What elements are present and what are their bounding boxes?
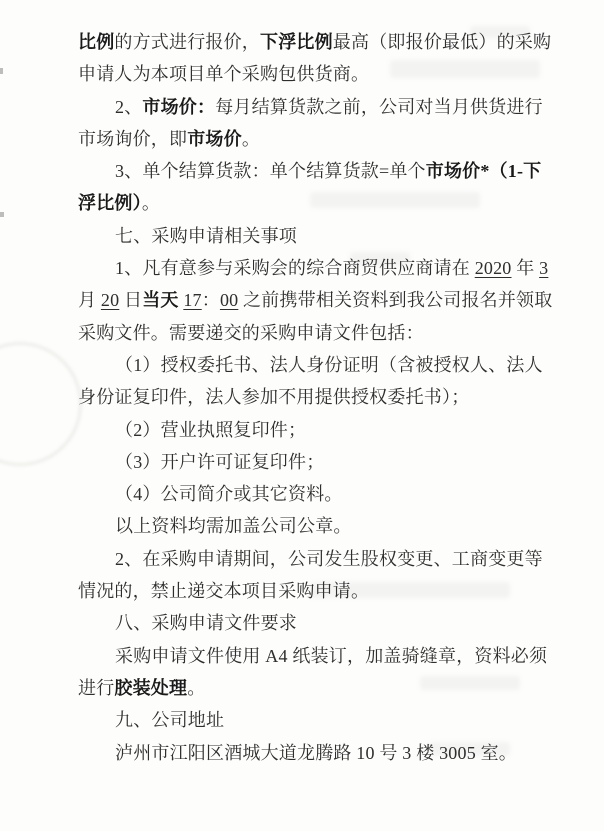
- text-line: [78, 187, 546, 219]
- text-run: 2、: [115, 96, 143, 117]
- text-line: [78, 284, 553, 316]
- text-line: [78, 58, 546, 90]
- text-line: [78, 737, 546, 769]
- text-line: [78, 349, 546, 381]
- text-run: 最高（即报价最低）的采购: [332, 32, 552, 52]
- text-line: [78, 640, 546, 672]
- text-run: （3）开户许可证复印件；: [115, 451, 325, 472]
- text-run: 采购文件。需要递交的采购申请文件包括：: [78, 322, 424, 343]
- underlined-text-run: 3: [539, 258, 549, 279]
- text-run: （2）营业执照复印件；: [115, 419, 307, 440]
- text-run: ：: [201, 290, 220, 311]
- text-line: [78, 414, 546, 446]
- text-run: 八、采购申请文件要求: [115, 613, 297, 634]
- underlined-text-run: 00: [219, 290, 239, 311]
- bold-text-run: 市场价*（1-下: [425, 161, 542, 182]
- bold-text-run: 下浮比例: [260, 32, 333, 52]
- scan-edge-mark: [0, 212, 4, 217]
- text-run: 以上资料均需加盖公司公章。: [115, 516, 352, 537]
- text-line: [78, 607, 546, 639]
- bold-text-run: 市场价: [187, 128, 242, 149]
- scan-edge-mark: [0, 68, 3, 74]
- text-line: [78, 446, 546, 478]
- text-run: 年: [511, 258, 540, 279]
- text-run: 九、公司地址: [115, 710, 225, 731]
- text-run: 每月结算货款之前，公司对当月供货进行: [215, 96, 543, 117]
- bold-text-run: 浮比例）: [78, 193, 142, 214]
- text-run: 的方式进行报价，: [114, 32, 261, 52]
- text-run: （4）公司简介或其它资料。: [115, 484, 343, 505]
- bold-text-run: 胶装处理: [114, 677, 188, 698]
- text-line: [78, 510, 546, 542]
- bold-text-run: 比例: [78, 32, 115, 52]
- stamp-ghost-artifact: [0, 342, 82, 466]
- text-line: [78, 543, 546, 575]
- text-run: 身份证复印件，法人参加不用提供授权委托书）；: [78, 387, 470, 408]
- text-run: 月: [78, 290, 101, 311]
- text-line: [78, 672, 546, 704]
- text-run: 申请人为本项目单个采购包供货商。: [78, 64, 370, 85]
- text-line: [78, 91, 546, 123]
- text-run: 3、单个结算货款：单个结算货款=单个: [115, 161, 426, 182]
- document-body: [78, 26, 553, 769]
- text-line: [78, 704, 546, 736]
- bold-text-run: 市场价：: [142, 96, 216, 117]
- text-line: [78, 155, 546, 187]
- text-run: 1、凡有意参与采购会的综合商贸供应商请在: [115, 258, 475, 279]
- text-run: 泸州市江阳区酒城大道龙腾路 10 号 3 楼 3005 室。: [115, 742, 517, 763]
- underlined-text-run: 20: [100, 290, 120, 311]
- text-line: [78, 252, 549, 284]
- text-run: 2、在采购申请期间，公司发生股权变更、工商变更等: [115, 548, 543, 569]
- text-run: 七、采购申请相关事项: [115, 225, 297, 246]
- text-line: [78, 478, 546, 510]
- text-run: （1）授权委托书、法人身份证明（含被授权人、法人: [115, 354, 543, 375]
- text-run: 之前携带相关资料到我公司报名并领取: [238, 290, 553, 311]
- underlined-text-run: 17: [183, 290, 202, 311]
- text-line: [78, 220, 546, 252]
- text-line: [78, 26, 552, 58]
- text-run: 日: [119, 290, 143, 311]
- text-run: 。: [241, 128, 261, 149]
- text-line: [78, 575, 546, 607]
- underlined-text-run: 2020: [474, 258, 512, 279]
- text-run: 采购申请文件使用 A4 纸装订，加盖骑缝章，资料必须: [115, 645, 548, 666]
- text-line: [78, 317, 546, 349]
- text-run: 。: [141, 193, 161, 214]
- text-line: [78, 123, 546, 155]
- text-run: 情况的，禁止递交本项目采购申请。: [78, 581, 370, 602]
- bold-text-run: 当天: [142, 290, 179, 311]
- text-run: 。: [187, 677, 206, 698]
- text-line: [78, 381, 546, 413]
- text-run: 市场询价，即: [78, 128, 188, 149]
- text-run: 进行: [78, 677, 115, 698]
